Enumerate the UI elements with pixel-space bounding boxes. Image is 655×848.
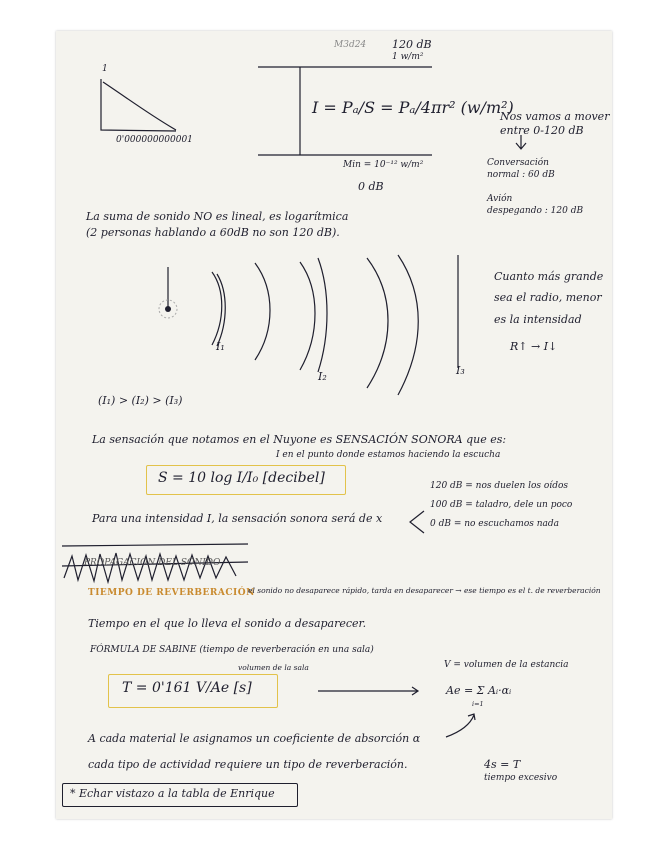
volume-note-2: V = volumen de la estancia [444, 660, 569, 670]
conv-line2: normal : 60 dB [487, 170, 555, 180]
avion-line2: despegando : 120 dB [487, 206, 584, 216]
range-line2: entre 0-120 dB [500, 124, 584, 137]
ref-code: M3d24 [334, 40, 367, 50]
sabine-title: FÓRMULA DE SABINE (tiempo de reverberación en una sala) [90, 645, 374, 655]
intensity-formula: I = Pₐ/S = Pₐ/4πr² (w/m²) [312, 98, 514, 117]
nonlinear-line2: (2 personas hablando a 60dB no son 120 dB). [86, 226, 340, 239]
activity-line: cada tipo de actividad requiere un tipo de reverberación. [88, 758, 408, 771]
reverb-excess: tiempo excesivo [484, 773, 558, 783]
reverb-title: TIEMPO DE REVERBERACIÓN [88, 588, 255, 598]
range-100: 100 dB = taladro, dele un poco [430, 500, 573, 510]
volume-note: volumen de la sala [238, 663, 309, 672]
min-db: 0 dB [358, 180, 384, 193]
axis-bottom-label: 0'000000000001 [116, 135, 193, 145]
bottom-note: * Echar vistazo a la tabla de Enrique [70, 787, 275, 800]
range-120: 120 dB = nos duelen los oídos [430, 481, 568, 491]
sensation-annotation: I en el punto donde estamos haciendo la escucha [276, 450, 501, 460]
struck-heading: PROPAGACIÓN DEL SONIDO [84, 558, 221, 568]
range-0: 0 dB = no escuchamos nada [430, 519, 560, 529]
conv-line1: Conversación [487, 158, 549, 168]
sabine-formula: T = 0'161 V/Ae [s] [122, 680, 252, 696]
avion-line1: Avión [487, 194, 513, 204]
intensity-top: 1 w/m² [392, 52, 424, 62]
radius-note-2: sea el radio, menor [494, 291, 602, 304]
radius-note-1: Cuanto más grande [494, 270, 604, 283]
range-line1: Nos vamos a mover [500, 110, 610, 123]
intensity-order: (I₁) > (I₂) > (I₃) [98, 394, 183, 407]
reverb-desc: el sonido no desaparece rápido, tarda en desaparecer → ese tiempo es el t. de reverberación [248, 586, 601, 595]
db-top: 120 dB [392, 38, 432, 51]
radius-note-3: es la intensidad [494, 313, 582, 326]
sensation-formula: S = 10 log I/I₀ [decibel] [158, 470, 325, 486]
ae-formula: Ae = Σ Aᵢ·αᵢ [446, 684, 512, 697]
reverb-line: Tiempo en el que lo lleva el sonido a desaparecer. [88, 617, 367, 630]
radius-note-4: R↑ → I↓ [510, 340, 558, 353]
wave-label-2: I₂ [318, 370, 327, 383]
decay-curve [103, 82, 176, 130]
wave-label-3: I₃ [456, 364, 465, 377]
sensation-line: La sensación que notamos en el Nuyone es SENSACIÓN SONORA que es: [92, 433, 507, 446]
reverb-4s: 4s = T [484, 758, 521, 771]
axis-top-label: 1 [102, 64, 108, 74]
wave-label-1: I₁ [216, 340, 225, 353]
absorption-line: A cada material le asignamos un coeficiente de absorción α [88, 732, 421, 745]
min-label: Min = 10⁻¹² w/m² [343, 160, 424, 170]
sensation-line2: Para una intensidad I, la sensación sonora será de x [92, 512, 383, 525]
ae-index: i=1 [472, 700, 484, 708]
nonlinear-line1: La suma de sonido NO es lineal, es logarítmica [86, 210, 349, 223]
